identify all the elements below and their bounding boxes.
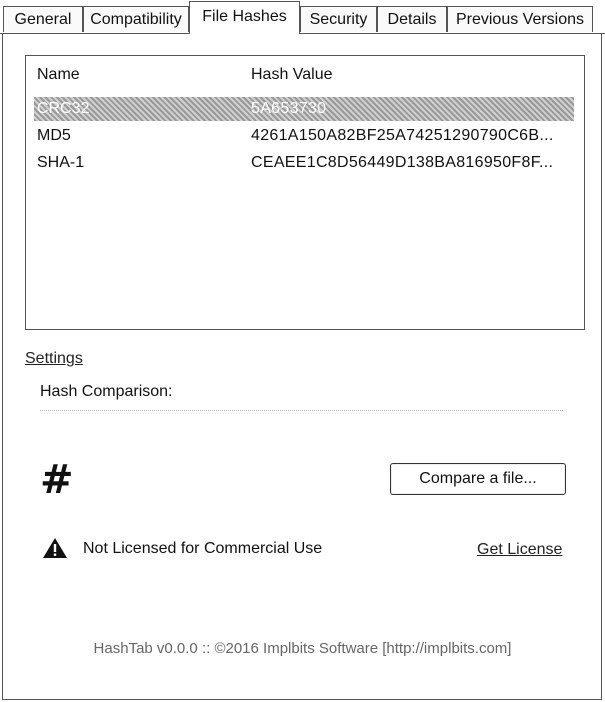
tab-security[interactable]: Security	[300, 6, 377, 32]
hash-icon: #	[40, 457, 74, 503]
hash-name: CRC32	[37, 100, 90, 117]
column-header-hash-value[interactable]: Hash Value	[251, 66, 333, 83]
license-status-text: Not Licensed for Commercial Use	[83, 540, 323, 557]
tab-details[interactable]: Details	[377, 6, 447, 32]
compare-file-button[interactable]: Compare a file...	[390, 463, 566, 495]
hash-name: SHA-1	[37, 154, 85, 171]
hash-value: 5A653730	[251, 100, 327, 117]
table-row[interactable]	[34, 97, 574, 121]
tab-previous-versions[interactable]: Previous Versions	[447, 6, 593, 32]
tab-compatibility[interactable]: Compatibility	[83, 6, 189, 32]
footer-credits: HashTab v0.0.0 :: ©2016 Implbits Software [http://implbits.com]	[93, 640, 512, 657]
tab-strip	[0, 0, 605, 34]
hash-value: CEAEE1C8D56449D138BA816950F8F...	[251, 154, 554, 171]
hash-value: 4261A150A82BF25A74251290790C6B...	[251, 127, 554, 144]
table-row[interactable]	[34, 151, 574, 175]
hash-comparison-label: Hash Comparison:	[40, 383, 173, 400]
hash-list[interactable]	[25, 55, 585, 330]
get-license-link[interactable]: Get License	[477, 541, 563, 558]
tab-general[interactable]: General	[3, 6, 83, 32]
table-row[interactable]	[34, 124, 574, 148]
tab-file-hashes[interactable]: File Hashes	[189, 1, 300, 34]
hash-name: MD5	[37, 127, 71, 144]
warning-icon	[42, 537, 68, 559]
settings-link[interactable]: Settings	[25, 350, 83, 367]
hash-comparison-field[interactable]	[40, 410, 563, 411]
column-header-name[interactable]: Name	[37, 66, 80, 83]
